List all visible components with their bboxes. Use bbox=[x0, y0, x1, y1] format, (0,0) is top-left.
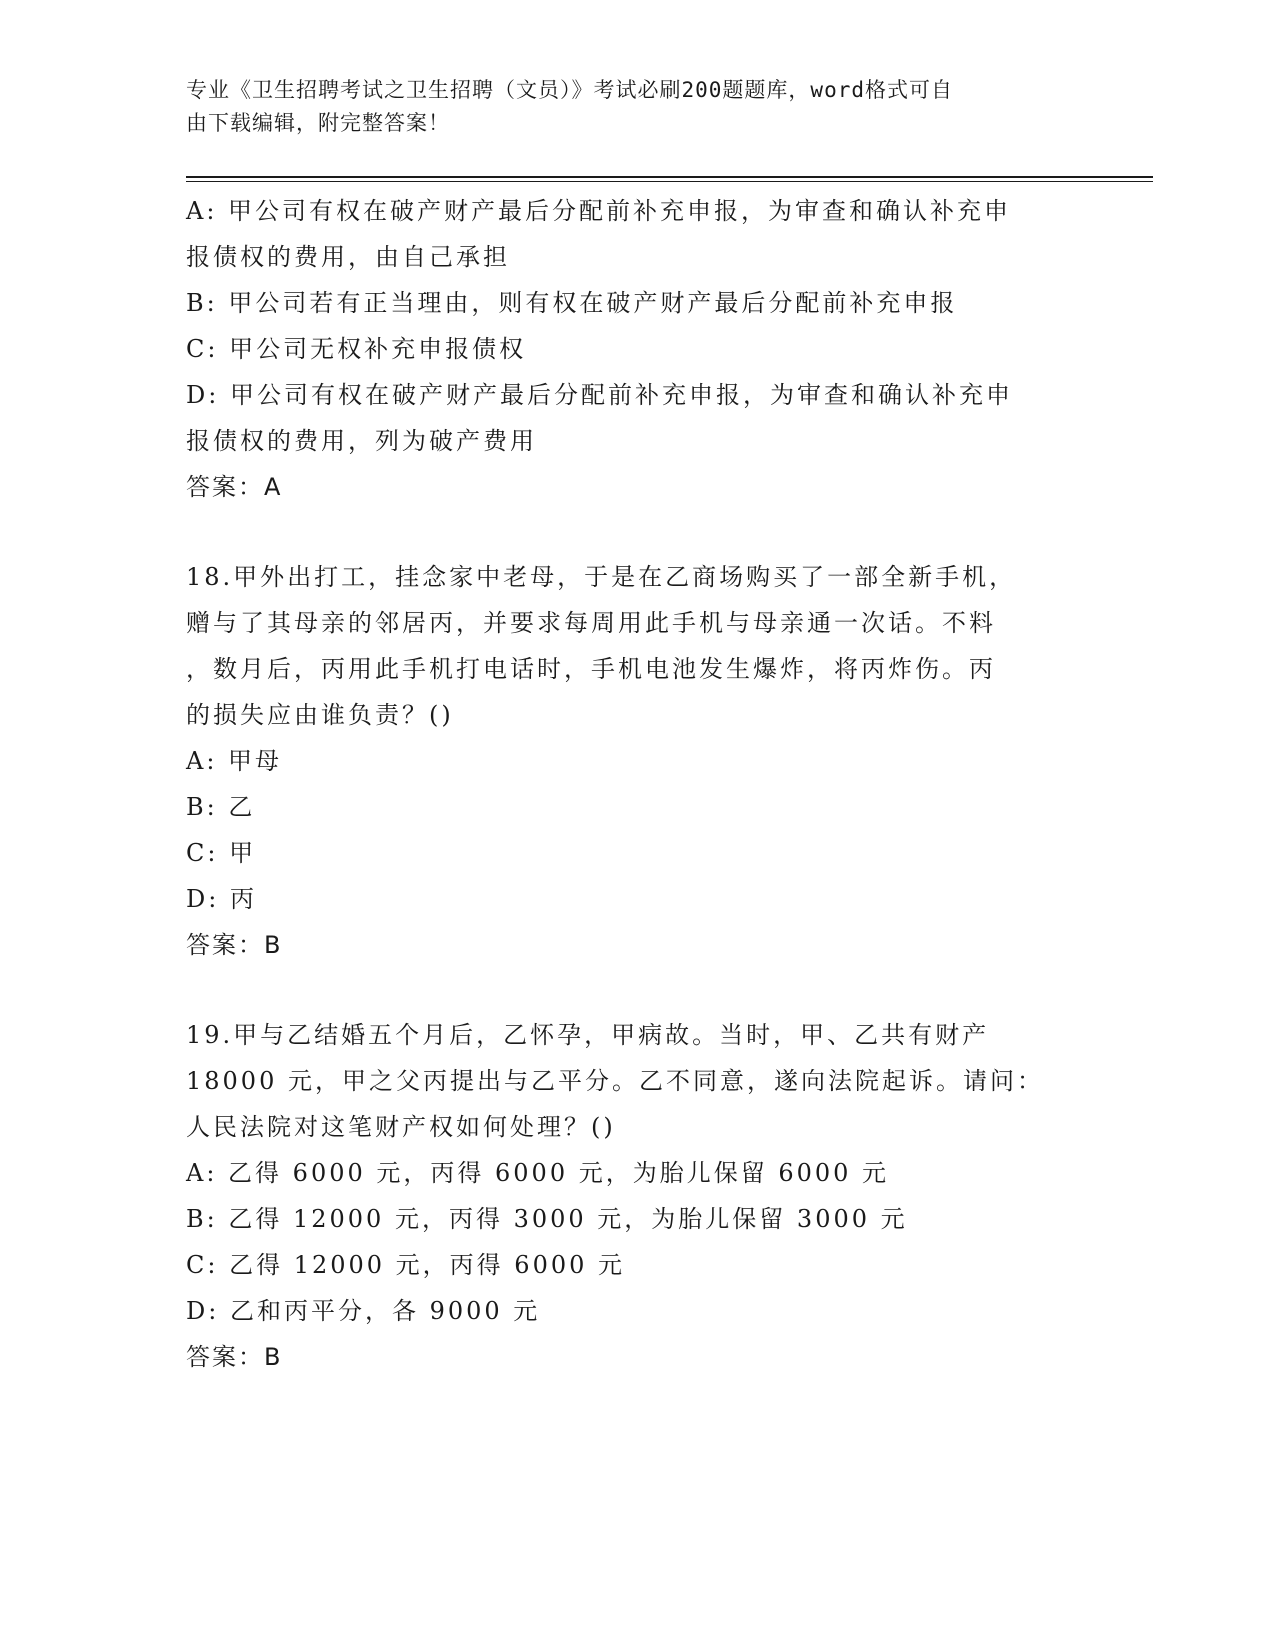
option-d-line-2: 报债权的费用，列为破产费用 bbox=[186, 427, 537, 455]
question-18-stem-line-2: 赠与了其母亲的邻居丙，并要求每周用此手机与母亲通一次话。不料 bbox=[186, 609, 996, 637]
header-line-1: 专业《卫生招聘考试之卫生招聘（文员）》考试必刷200题题库，word格式可自 bbox=[186, 78, 953, 102]
question-19-stem-line-1: 19.甲与乙结婚五个月后，乙怀孕，甲病故。当时，甲、乙共有财产 bbox=[186, 1021, 990, 1049]
question-19 bbox=[186, 1012, 1086, 1380]
option-c: C: 甲 bbox=[186, 839, 257, 867]
question-18 bbox=[186, 554, 1086, 968]
option-d: D: 丙 bbox=[186, 885, 257, 913]
option-c: C: 乙得 12000 元，丙得 6000 元 bbox=[186, 1251, 626, 1279]
document-header bbox=[186, 74, 1066, 140]
option-b: B: 乙得 12000 元，丙得 3000 元，为胎儿保留 3000 元 bbox=[186, 1205, 908, 1233]
answer-19: 答案：B bbox=[186, 1343, 283, 1371]
option-a: A: 乙得 6000 元，丙得 6000 元，为胎儿保留 6000 元 bbox=[186, 1159, 890, 1187]
question-19-stem-line-3: 人民法院对这笔财产权如何处理？() bbox=[186, 1113, 616, 1141]
option-d: D: 乙和丙平分，各 9000 元 bbox=[186, 1297, 541, 1325]
question-18-stem-line-3: ，数月后，丙用此手机打电话时，手机电池发生爆炸，将丙炸伤。丙 bbox=[186, 655, 996, 683]
header-divider-thin bbox=[186, 181, 1153, 182]
spacer bbox=[186, 968, 1086, 1012]
spacer bbox=[186, 510, 1086, 554]
option-a: A: 甲母 bbox=[186, 747, 283, 775]
header-line-2: 由下载编辑，附完整答案！ bbox=[186, 111, 450, 135]
question-19-stem-line-2: 18000 元，甲之父丙提出与乙平分。乙不同意，遂向法院起诉。请问： bbox=[186, 1067, 1044, 1095]
question-17-options bbox=[186, 188, 1086, 510]
option-b: B: 乙 bbox=[186, 793, 256, 821]
question-content bbox=[186, 188, 1086, 1380]
question-18-stem-line-4: 的损失应由谁负责？() bbox=[186, 701, 454, 729]
answer-17: 答案：A bbox=[186, 473, 283, 501]
option-d-line-1: D: 甲公司有权在破产财产最后分配前补充申报，为审查和确认补充申 bbox=[186, 381, 1013, 409]
option-b: B: 甲公司若有正当理由，则有权在破产财产最后分配前补充申报 bbox=[186, 289, 958, 317]
question-18-stem-line-1: 18.甲外出打工，挂念家中老母，于是在乙商场购买了一部全新手机， bbox=[186, 563, 1017, 591]
option-a-line-2: 报债权的费用，由自己承担 bbox=[186, 243, 510, 271]
option-a-line-1: A: 甲公司有权在破产财产最后分配前补充申报，为审查和确认补充申 bbox=[186, 197, 1012, 225]
header-divider-thick bbox=[186, 176, 1153, 178]
answer-18: 答案：B bbox=[186, 931, 283, 959]
option-c: C: 甲公司无权补充申报债权 bbox=[186, 335, 527, 363]
